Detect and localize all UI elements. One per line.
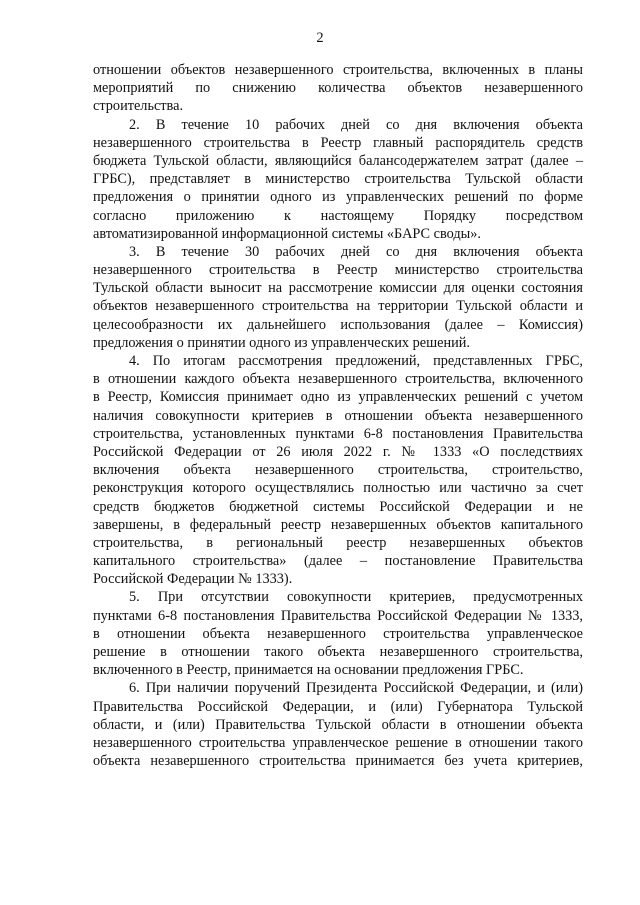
text-line: в Реестр, Комиссия принимает одно из управленческих решений с учетом [93,389,583,406]
text-line: пунктами 6-8 постановления Правительства Российской Федерации № 1333, [93,607,583,624]
text-line: строительства, в региональный реестр незавершенных объектов [93,534,583,551]
text-line: решение в отношении такого объекта незавершенного строительства, [93,644,583,660]
text-line: в отношении каждого объекта незавершенного строительства, включенного [93,371,583,388]
text-line: строительства. [93,98,184,115]
text-line: ГРБС), представляет в министерство строительства Тульской области [93,171,583,188]
text-line: согласно приложению к настоящему Порядку посредством [93,207,583,224]
text-line: предложения о принятии одного из управленческих решений по форме [93,189,583,206]
text-line: Российской Федерации от 26 июля 2022 г. № 1333 «О последствиях [93,443,583,460]
text-line: незавершенного строительства в Реестр министерство строительства [93,262,583,279]
text-line: средств бюджетов бюджетной системы Российской Федерации и не [93,498,583,515]
text-line: целесообразности их дальнейшего использования (далее – Комиссия) [93,316,583,333]
text-line: Правительства Российской Федерации, и (или) Губернатора Тульской [93,698,583,715]
page-number: 2 [316,30,324,46]
text-line: отношении объектов незавершенного строительства, включенных в планы [93,62,583,78]
document-body [93,61,583,770]
text-line: 3. В течение 30 рабочих дней со дня включения объекта [129,243,583,260]
text-line: бюджета Тульской области, являющийся балансодержателем затрат (далее – [93,152,583,169]
text-line: 4. По итогам рассмотрения предложений, представленных ГРБС, [129,353,583,369]
text-line: объектов незавершенного строительства на территории Тульской области и [93,298,583,315]
text-line: завершены, в федеральный реестр незавершенных объектов капитального [93,516,583,533]
text-line: области, и (или) Правительства Тульской области в отношении объекта [93,716,583,733]
text-line: в отношении объекта незавершенного строительства управленческое [93,625,583,642]
text-line: 5. При отсутствии совокупности критериев, предусмотренных [129,589,583,606]
text-line: строительства, установленных пунктами 6-8 постановления Правительства [93,425,583,442]
text-line: предложения о принятии одного из управленческих решений. [93,334,471,351]
text-line: Российской Федерации № 1333). [93,571,293,588]
text-line: реконструкция которого осуществлялись полностью или частично за счет [93,480,583,497]
text-line: наличия совокупности критериев в отношении объекта незавершенного [93,407,583,424]
text-line: мероприятий по снижению количества объектов незавершенного [93,80,583,97]
text-line: объекта незавершенного строительства принимается без учета критериев, [93,753,583,770]
text-line: 2. В течение 10 рабочих дней со дня включения объекта [129,116,583,133]
text-line: автоматизированной информационной системы «БАРС своды». [93,225,481,242]
text-line: незавершенного строительства управленческое решение в отношении такого [93,734,583,751]
text-line: 6. При наличии поручений Президента Российской Федерации, и (или) [129,680,583,697]
text-line: включения объекта незавершенного строительства, строительство, [93,462,583,479]
text-line: Тульской области выносит на рассмотрение комиссии для оценки состояния [93,280,583,297]
text-line: незавершенного строительства в Реестр главный распорядитель средств [93,134,583,151]
text-line: капитального строительства» (далее – постановление Правительства [93,553,583,570]
text-line: включенного в Реестр, принимается на основании предложения ГРБС. [93,662,524,679]
